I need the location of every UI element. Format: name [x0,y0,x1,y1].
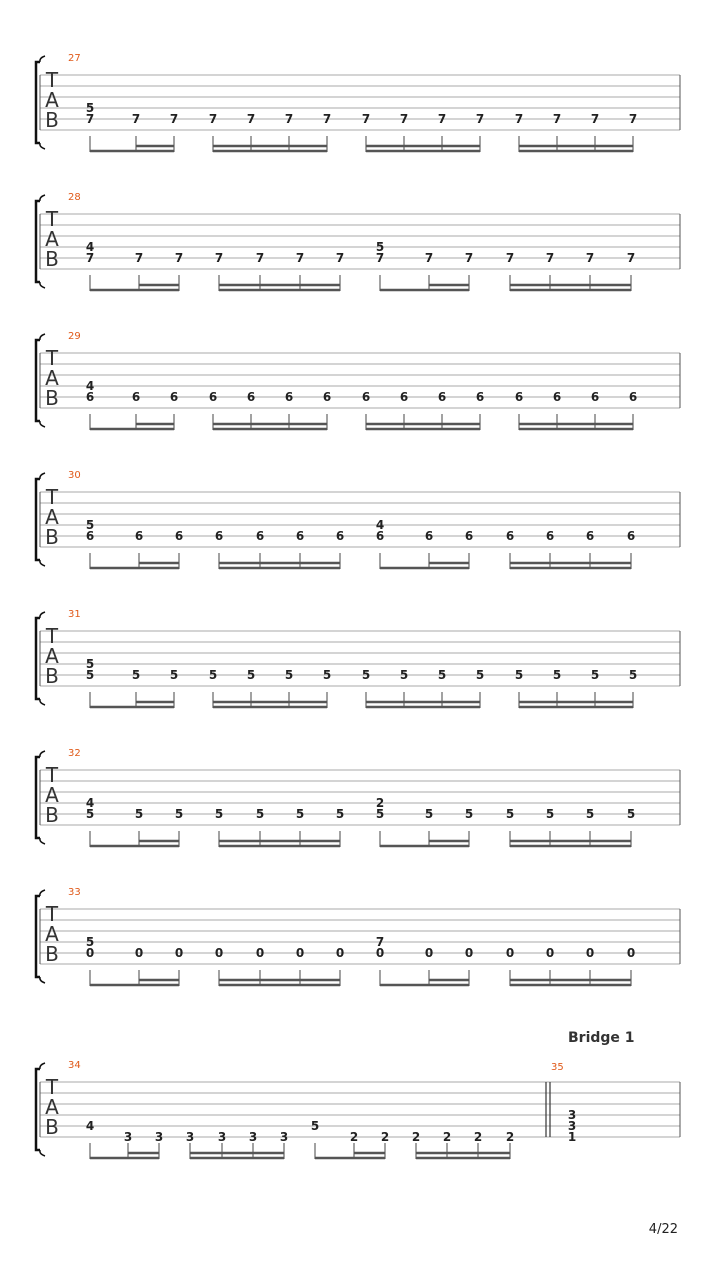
chord-fret-number: 3 [567,1119,577,1133]
fret-number: 5 [169,668,179,682]
tab-clef-letter: B [45,664,59,688]
fret-number: 7 [464,251,474,265]
measure-number: 33 [68,887,81,898]
fret-number: 2 [375,796,385,810]
fret-number: 3 [279,1130,289,1144]
fret-number: 0 [545,946,555,960]
tab-clef-letter: B [45,386,59,410]
fret-number: 7 [174,251,184,265]
fret-number: 6 [134,529,144,543]
fret-number: 7 [628,112,638,126]
fret-number: 5 [424,807,434,821]
fret-number: 6 [464,529,474,543]
system-bracket [36,340,40,421]
fret-number: 0 [375,946,385,960]
fret-number: 6 [284,390,294,404]
fret-number: 5 [590,668,600,682]
tab-clef-letter: B [45,108,59,132]
system-bracket [36,62,40,143]
page-number: 4/22 [648,1222,678,1237]
fret-number: 7 [626,251,636,265]
fret-number: 7 [505,251,515,265]
fret-number: 5 [174,807,184,821]
tab-clef-letter: B [45,525,59,549]
fret-number: 4 [85,240,95,254]
fret-number: 7 [246,112,256,126]
fret-number: 7 [424,251,434,265]
section-marker: Bridge 1 [568,1030,635,1046]
fret-number: 3 [248,1130,258,1144]
tab-clef-letter: A [45,922,59,946]
tab-clef-letter: A [45,227,59,251]
fret-number: 7 [375,251,385,265]
fret-number: 6 [628,390,638,404]
fret-number: 5 [375,240,385,254]
fret-number: 4 [85,379,95,393]
fret-number: 6 [131,390,141,404]
fret-number: 5 [399,668,409,682]
fret-number: 6 [214,529,224,543]
fret-number: 6 [335,529,345,543]
fret-number: 4 [85,1119,95,1133]
fret-number: 5 [335,807,345,821]
measure-number: 32 [68,748,81,759]
fret-number: 0 [85,946,95,960]
fret-number: 2 [473,1130,483,1144]
fret-number: 5 [208,668,218,682]
fret-number: 5 [628,668,638,682]
fret-number: 5 [514,668,524,682]
fret-number: 7 [514,112,524,126]
fret-number: 6 [514,390,524,404]
fret-number: 7 [545,251,555,265]
tab-clef-letter: B [45,247,59,271]
fret-number: 7 [131,112,141,126]
fret-number: 5 [85,101,95,115]
fret-number: 6 [174,529,184,543]
fret-number: 0 [626,946,636,960]
chord-fret-number: 1 [567,1130,577,1144]
fret-number: 6 [295,529,305,543]
fret-number: 5 [131,668,141,682]
fret-number: 6 [85,529,95,543]
fret-number: 2 [505,1130,515,1144]
fret-number: 5 [85,807,95,821]
fret-number: 7 [322,112,332,126]
fret-number: 7 [375,935,385,949]
fret-number: 5 [246,668,256,682]
system-bracket [36,201,40,282]
tab-clef-letter: A [45,366,59,390]
tab-clef-letter: B [45,1115,59,1139]
tab-clef-letter: B [45,942,59,966]
fret-number: 4 [375,518,385,532]
fret-number: 6 [585,529,595,543]
fret-number: 4 [85,796,95,810]
fret-number: 7 [361,112,371,126]
fret-number: 6 [375,529,385,543]
measure-number: 31 [68,609,81,620]
fret-number: 2 [411,1130,421,1144]
fret-number: 7 [437,112,447,126]
tab-clef-letter: T [45,902,59,926]
tab-clef-letter: A [45,505,59,529]
fret-number: 5 [322,668,332,682]
fret-number: 7 [85,251,95,265]
fret-number: 3 [185,1130,195,1144]
fret-number: 6 [545,529,555,543]
fret-number: 5 [585,807,595,821]
fret-number: 0 [505,946,515,960]
fret-number: 7 [585,251,595,265]
tab-clef-letter: A [45,644,59,668]
tab-clef-letter: T [45,1075,59,1099]
fret-number: 6 [424,529,434,543]
fret-number: 5 [284,668,294,682]
fret-number: 2 [380,1130,390,1144]
fret-number: 7 [169,112,179,126]
fret-number: 6 [626,529,636,543]
fret-number: 7 [399,112,409,126]
fret-number: 6 [437,390,447,404]
tab-clef-letter: A [45,783,59,807]
fret-number: 5 [85,657,95,671]
fret-number: 6 [505,529,515,543]
fret-number: 6 [590,390,600,404]
fret-number: 0 [424,946,434,960]
fret-number: 6 [399,390,409,404]
fret-number: 6 [208,390,218,404]
fret-number: 0 [335,946,345,960]
system-bracket [36,896,40,977]
fret-number: 6 [255,529,265,543]
tab-clef-letter: T [45,68,59,92]
fret-number: 7 [208,112,218,126]
fret-number: 6 [475,390,485,404]
fret-number: 7 [284,112,294,126]
fret-number: 6 [169,390,179,404]
tab-clef-letter: T [45,624,59,648]
fret-number: 5 [310,1119,320,1133]
system-bracket [36,757,40,838]
fret-number: 0 [214,946,224,960]
tab-clef-letter: T [45,763,59,787]
fret-number: 7 [335,251,345,265]
fret-number: 6 [361,390,371,404]
tab-clef-letter: B [45,803,59,827]
fret-number: 2 [442,1130,452,1144]
fret-number: 3 [154,1130,164,1144]
fret-number: 5 [375,807,385,821]
fret-number: 0 [295,946,305,960]
fret-number: 3 [217,1130,227,1144]
fret-number: 2 [349,1130,359,1144]
measure-number: 35 [551,1062,564,1073]
fret-number: 0 [174,946,184,960]
fret-number: 5 [255,807,265,821]
fret-number: 7 [590,112,600,126]
fret-number: 6 [322,390,332,404]
measure-number: 27 [68,53,81,64]
fret-number: 6 [85,390,95,404]
system-bracket [36,618,40,699]
fret-number: 5 [505,807,515,821]
fret-number: 5 [85,935,95,949]
fret-number: 5 [361,668,371,682]
tab-clef-letter: A [45,88,59,112]
tab-clef-letter: T [45,485,59,509]
tab-clef-letter: T [45,346,59,370]
measure-number: 29 [68,331,81,342]
fret-number: 5 [134,807,144,821]
fret-number: 0 [585,946,595,960]
tab-clef-letter: T [45,207,59,231]
fret-number: 5 [545,807,555,821]
fret-number: 5 [464,807,474,821]
measure-number: 30 [68,470,81,481]
fret-number: 7 [85,112,95,126]
fret-number: 7 [552,112,562,126]
system-bracket [36,1069,40,1150]
fret-number: 0 [464,946,474,960]
fret-number: 0 [255,946,265,960]
fret-number: 5 [626,807,636,821]
fret-number: 5 [214,807,224,821]
fret-number: 5 [552,668,562,682]
fret-number: 5 [85,668,95,682]
fret-number: 7 [255,251,265,265]
fret-number: 0 [134,946,144,960]
fret-number: 5 [85,518,95,532]
measure-number: 34 [68,1060,81,1071]
fret-number: 7 [214,251,224,265]
fret-number: 7 [134,251,144,265]
fret-number: 5 [295,807,305,821]
fret-number: 6 [246,390,256,404]
fret-number: 5 [475,668,485,682]
fret-number: 6 [552,390,562,404]
tab-clef-letter: A [45,1095,59,1119]
system-bracket [36,479,40,560]
measure-number: 28 [68,192,81,203]
fret-number: 5 [437,668,447,682]
fret-number: 7 [475,112,485,126]
chord-fret-number: 3 [567,1108,577,1122]
fret-number: 3 [123,1130,133,1144]
fret-number: 7 [295,251,305,265]
